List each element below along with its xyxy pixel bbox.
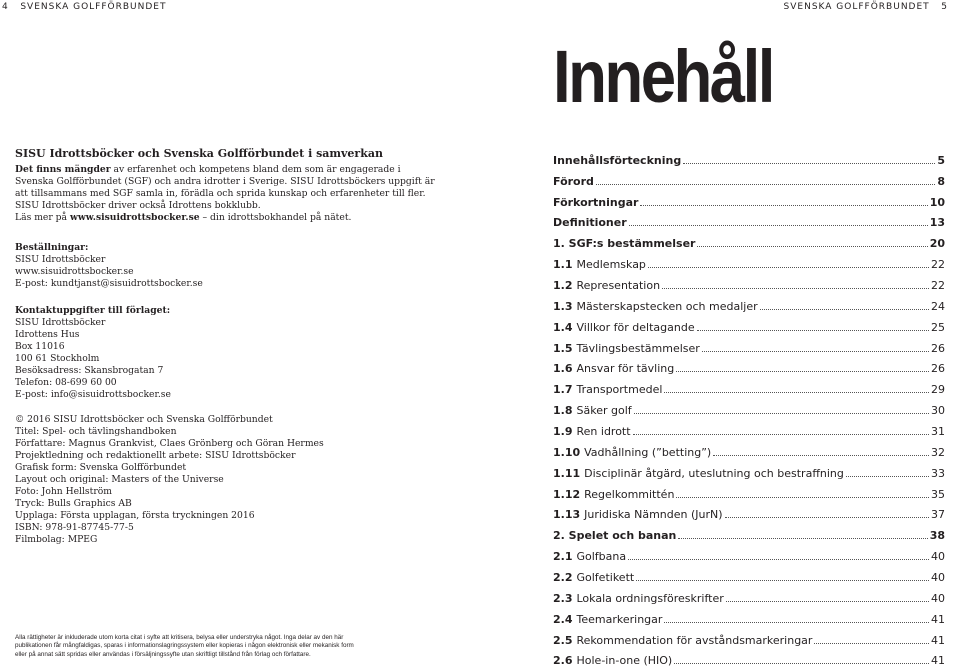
toc-entry[interactable] bbox=[553, 438, 945, 459]
toc-entry[interactable] bbox=[553, 563, 945, 584]
toc-leader-dots bbox=[846, 476, 929, 477]
toc-entry-label: Säker golf bbox=[576, 404, 632, 418]
toc-entry-number: 2.1 bbox=[553, 550, 573, 564]
toc-entry-label: Hole-in-one (HIO) bbox=[576, 654, 673, 667]
toc-leader-dots bbox=[662, 288, 929, 289]
toc-entry[interactable] bbox=[553, 167, 945, 188]
toc-entry-page: 26 bbox=[931, 362, 945, 376]
toc-entry-label: Förord bbox=[553, 174, 594, 188]
toc-leader-dots bbox=[726, 601, 929, 602]
toc-entry-number: 2.6 bbox=[553, 654, 573, 667]
toc-entry-page: 20 bbox=[929, 237, 945, 251]
table-of-contents bbox=[553, 146, 945, 667]
orders-line-1: www.sisuidrottsbocker.se bbox=[15, 266, 134, 277]
toc-entry[interactable] bbox=[553, 146, 945, 167]
intro-text-0: av erfarenhet och kompetens bland dem som är engagerade i bbox=[113, 164, 401, 175]
toc-leader-dots bbox=[702, 351, 929, 352]
toc-entry[interactable] bbox=[553, 250, 945, 271]
toc-leader-dots bbox=[636, 580, 929, 581]
toc-entry-label: Golfbana bbox=[576, 550, 627, 564]
contact-line-4: Besöksadress: Skansbrogatan 7 bbox=[15, 365, 164, 376]
contact-line-5: Telefon: 08-699 60 00 bbox=[15, 377, 117, 388]
toc-leader-dots bbox=[676, 497, 929, 498]
toc-entry[interactable] bbox=[553, 313, 945, 334]
toc-entry-label: Representation bbox=[576, 279, 661, 293]
toc-entry-label: Tävlingsbestämmelser bbox=[576, 341, 700, 355]
toc-entry-page: 26 bbox=[931, 341, 945, 355]
toc-entry-page: 33 bbox=[931, 466, 945, 480]
credits-line-4: Grafisk form: Svenska Golfförbundet bbox=[15, 462, 187, 473]
page-number-left: 4 bbox=[2, 2, 9, 12]
toc-entry-label: Ren idrott bbox=[576, 425, 631, 439]
toc-leader-dots bbox=[664, 622, 929, 623]
toc-entry[interactable] bbox=[553, 375, 945, 396]
toc-entry-page: 41 bbox=[931, 633, 945, 647]
toc-entry-number: 2.3 bbox=[553, 591, 573, 605]
toc-entry-label: Regelkommittén bbox=[584, 487, 675, 501]
contact-line-3: 100 61 Stockholm bbox=[15, 353, 100, 364]
credits-line-0: © 2016 SISU Idrottsböcker och Svenska Golfförbundet bbox=[15, 414, 273, 425]
contact-line-0: SISU Idrottsböcker bbox=[15, 317, 106, 328]
toc-leader-dots bbox=[683, 163, 935, 164]
toc-entry-number: 1.5 bbox=[553, 341, 573, 355]
toc-entry-label: Teemarkeringar bbox=[576, 612, 663, 626]
toc-entry-number: 2.4 bbox=[553, 612, 573, 626]
toc-entry-page: 40 bbox=[931, 591, 945, 605]
read-more-prefix: Läs mer på bbox=[15, 212, 70, 223]
toc-entry-number: 1.10 bbox=[553, 445, 581, 459]
toc-entry-page: 22 bbox=[931, 279, 945, 293]
toc-entry-page: 29 bbox=[931, 383, 945, 397]
toc-entry-page: 41 bbox=[931, 654, 945, 667]
toc-entry-label: Villkor för deltagande bbox=[576, 320, 695, 334]
toc-entry-page: 25 bbox=[931, 320, 945, 334]
page-title: Innehåll bbox=[553, 35, 773, 118]
toc-entry-page: 5 bbox=[937, 153, 945, 167]
toc-leader-dots bbox=[676, 371, 929, 372]
running-head-right-title: SVENSKA GOLFFÖRBUNDET bbox=[783, 2, 930, 12]
toc-entry-page: 8 bbox=[937, 174, 945, 188]
toc-entry-label: Transportmedel bbox=[576, 383, 663, 397]
toc-entry-page: 40 bbox=[931, 571, 945, 585]
toc-leader-dots bbox=[634, 413, 929, 414]
toc-leader-dots bbox=[760, 309, 929, 310]
toc-entry[interactable] bbox=[553, 417, 945, 438]
page-number-right: 5 bbox=[941, 2, 948, 12]
toc-leader-dots bbox=[678, 538, 927, 539]
intro-line-3: SISU Idrottsböcker driver också Idrottens bokklubb. bbox=[15, 200, 261, 211]
toc-leader-dots bbox=[640, 205, 927, 206]
toc-leader-dots bbox=[725, 517, 929, 518]
contact-line-6: E-post: info@sisuidrottsbocker.se bbox=[15, 389, 171, 400]
toc-entry[interactable] bbox=[553, 271, 945, 292]
toc-entry-label: Medlemskap bbox=[576, 258, 646, 272]
toc-entry[interactable] bbox=[553, 209, 945, 230]
toc-entry-label: 2. Spelet och banan bbox=[553, 529, 677, 543]
toc-leader-dots bbox=[628, 559, 929, 560]
toc-entry[interactable] bbox=[553, 292, 945, 313]
toc-entry-page: 13 bbox=[929, 216, 945, 230]
toc-entry-number: 2.2 bbox=[553, 571, 573, 585]
toc-entry-label: Förkortningar bbox=[553, 195, 639, 209]
toc-entry[interactable] bbox=[553, 521, 945, 542]
credits-line-3: Projektledning och redaktionellt arbete: SISU Idrottsböcker bbox=[15, 450, 296, 461]
toc-entry[interactable] bbox=[553, 229, 945, 250]
toc-entry-page: 35 bbox=[931, 487, 945, 501]
website-link[interactable]: www.sisuidrottsbocker.se bbox=[69, 212, 200, 223]
toc-entry-number: 1.11 bbox=[553, 466, 581, 480]
toc-entry[interactable] bbox=[553, 647, 945, 667]
toc-entry-label: Innehållsförteckning bbox=[553, 153, 682, 167]
orders-line-0: SISU Idrottsböcker bbox=[15, 254, 106, 265]
toc-entry-number: 1.1 bbox=[553, 258, 573, 272]
toc-entry-label: Definitioner bbox=[553, 216, 627, 230]
toc-entry-label: Lokala ordningsföreskrifter bbox=[576, 591, 724, 605]
toc-entry-label: Juridiska Nämnden (JurN) bbox=[584, 508, 723, 522]
running-head-left-title: SVENSKA GOLFFÖRBUNDET bbox=[20, 2, 167, 12]
imprint-heading: SISU Idrottsböcker och Svenska Golfförbundet i samverkan bbox=[15, 147, 383, 160]
toc-entry[interactable] bbox=[553, 501, 945, 522]
credits-line-10: Filmbolag: MPEG bbox=[15, 534, 98, 545]
toc-entry-number: 1.6 bbox=[553, 362, 573, 376]
contact-line-2: Box 11016 bbox=[15, 341, 65, 352]
legal-line-0: Alla rättigheter är inkluderade utom korta citat i syfte att kritisera, belysa eller understryka något. Inga delar av den här bbox=[15, 634, 344, 641]
toc-entry-label: Disciplinär åtgärd, uteslutning och bestraffning bbox=[584, 466, 844, 480]
credits-line-5: Layout och original: Masters of the Universe bbox=[15, 474, 224, 485]
credits-line-2: Författare: Magnus Grankvist, Claes Grönberg och Göran Hermes bbox=[15, 438, 324, 449]
toc-entry-page: 24 bbox=[931, 299, 945, 313]
toc-entry-label: 1. SGF:s bestämmelser bbox=[553, 237, 696, 251]
read-more-suffix: – din idrottsbokhandel på nätet. bbox=[199, 212, 352, 223]
toc-entry[interactable] bbox=[553, 605, 945, 626]
toc-entry-number: 1.3 bbox=[553, 299, 573, 313]
contact-block bbox=[15, 305, 171, 401]
toc-entry-page: 41 bbox=[931, 612, 945, 626]
intro-line-1: Svenska Golfförbundet (SGF) och andra idrotter i Sverige. SISU Idrottsböckers uppgift är bbox=[15, 176, 435, 187]
read-more-line bbox=[15, 212, 535, 224]
intro-line-0 bbox=[15, 164, 535, 176]
toc-leader-dots bbox=[814, 643, 929, 644]
legal-notice bbox=[15, 634, 354, 659]
toc-leader-dots bbox=[697, 330, 929, 331]
toc-entry-number: 1.13 bbox=[553, 508, 581, 522]
toc-leader-dots bbox=[648, 267, 929, 268]
toc-entry-label: Mästerskapstecken och medaljer bbox=[576, 299, 758, 313]
toc-entry-label: Golfetikett bbox=[576, 571, 635, 585]
toc-entry[interactable] bbox=[553, 480, 945, 501]
toc-entry-page: 31 bbox=[931, 425, 945, 439]
legal-line-1: publikationen får mångfaldigas, sparas i informationslagringssystem eller kopieras i någon elektronisk eller mekanisk form bbox=[15, 642, 354, 650]
toc-entry-number: 2.5 bbox=[553, 633, 573, 647]
toc-entry-page: 32 bbox=[931, 445, 945, 459]
toc-entry[interactable] bbox=[553, 542, 945, 563]
toc-leader-dots bbox=[633, 434, 929, 435]
toc-leader-dots bbox=[713, 455, 929, 456]
toc-entry-page: 10 bbox=[929, 195, 945, 209]
toc-leader-dots bbox=[697, 246, 927, 247]
orders-heading: Beställningar: bbox=[15, 242, 89, 253]
running-head-right bbox=[784, 2, 948, 12]
toc-entry-page: 40 bbox=[931, 550, 945, 564]
toc-entry[interactable] bbox=[553, 396, 945, 417]
imprint-column bbox=[15, 148, 535, 224]
credits-line-6: Foto: John Hellström bbox=[15, 486, 112, 497]
orders-line-2: E-post: kundtjanst@sisuidrottsbocker.se bbox=[15, 278, 203, 289]
toc-entry[interactable] bbox=[553, 626, 945, 647]
toc-entry-number: 1.4 bbox=[553, 320, 573, 334]
toc-entry[interactable] bbox=[553, 188, 945, 209]
intro-line-2: att tillsammans med SGF samla in, förädla och sprida kunskap och erfarenheter till fler. bbox=[15, 188, 426, 199]
toc-entry-page: 37 bbox=[931, 508, 945, 522]
toc-entry-number: 1.7 bbox=[553, 383, 573, 397]
toc-entry-number: 1.9 bbox=[553, 425, 573, 439]
toc-entry-page: 38 bbox=[929, 529, 945, 543]
contact-heading: Kontaktuppgifter till förlaget: bbox=[15, 305, 171, 316]
toc-leader-dots bbox=[629, 225, 928, 226]
orders-block bbox=[15, 242, 203, 290]
contact-line-1: Idrottens Hus bbox=[15, 329, 80, 340]
running-head-left bbox=[2, 2, 166, 12]
credits-block bbox=[15, 414, 324, 546]
toc-entry[interactable] bbox=[553, 459, 945, 480]
toc-entry[interactable] bbox=[553, 355, 945, 376]
toc-entry-page: 22 bbox=[931, 258, 945, 272]
toc-leader-dots bbox=[596, 184, 935, 185]
toc-entry-page: 30 bbox=[931, 404, 945, 418]
toc-entry-number: 1.8 bbox=[553, 404, 573, 418]
toc-entry[interactable] bbox=[553, 584, 945, 605]
toc-entry-label: Vadhållning (”betting”) bbox=[584, 445, 712, 459]
credits-line-9: ISBN: 978-91-87745-77-5 bbox=[15, 522, 134, 533]
credits-line-1: Titel: Spel- och tävlingshandboken bbox=[15, 426, 177, 437]
legal-line-2: eller på annat sätt spridas eller användas i försäljningssyfte utan skriftligt tillstånd från förlag och författare. bbox=[15, 650, 311, 658]
intro-bold: Det finns mängder bbox=[15, 164, 111, 175]
toc-entry-label: Rekommendation för avståndsmarkeringar bbox=[576, 633, 813, 647]
toc-entry-number: 1.2 bbox=[553, 279, 573, 293]
toc-entry[interactable] bbox=[553, 334, 945, 355]
credits-line-7: Tryck: Bulls Graphics AB bbox=[15, 498, 132, 509]
toc-leader-dots bbox=[674, 663, 929, 664]
credits-line-8: Upplaga: Första upplagan, första tryckningen 2016 bbox=[15, 510, 255, 521]
toc-leader-dots bbox=[664, 392, 929, 393]
toc-entry-label: Ansvar för tävling bbox=[576, 362, 675, 376]
toc-entry-number: 1.12 bbox=[553, 487, 581, 501]
